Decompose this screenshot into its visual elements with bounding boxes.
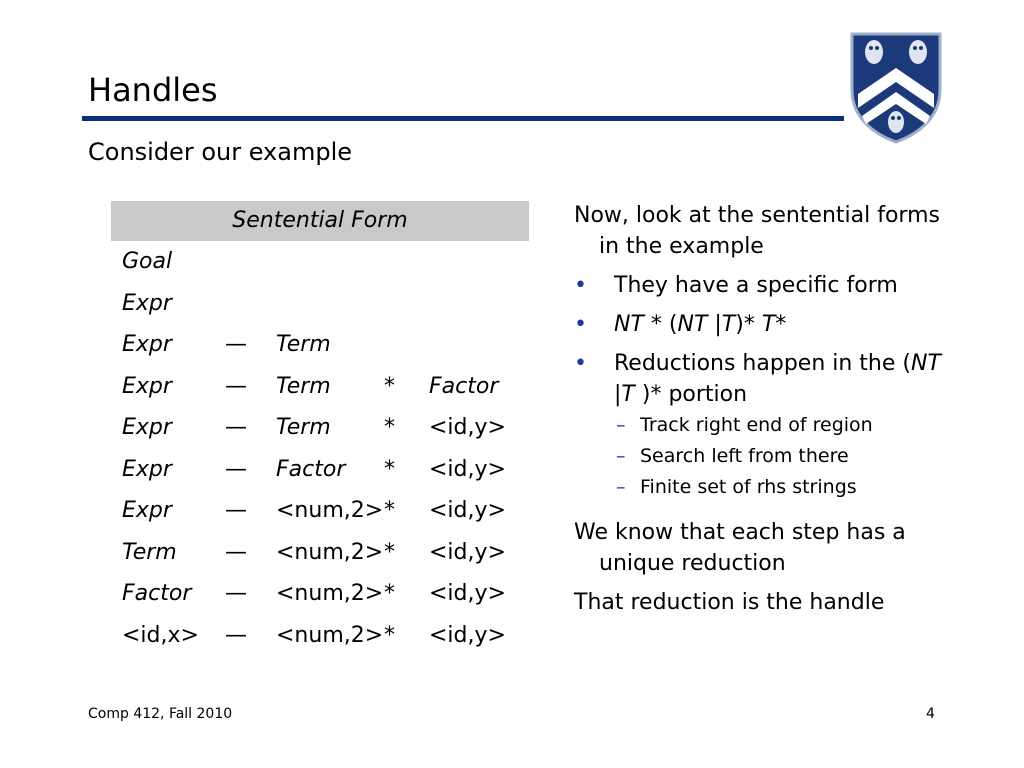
- table-cell: Factor: [429, 373, 499, 399]
- bullet-text: NT: [911, 351, 941, 376]
- table-cell: *: [384, 415, 395, 440]
- table-row: [111, 324, 529, 366]
- table-cell: Expr: [122, 373, 172, 399]
- table-cell: —: [225, 622, 247, 648]
- bullet-item: [574, 270, 954, 301]
- table-row: [111, 490, 529, 532]
- bullet-text: *: [775, 312, 787, 337]
- table-header: Sentential Form: [111, 201, 529, 241]
- table-cell: <id,y>: [429, 581, 506, 606]
- paragraph: We know that each step has a unique reduction: [574, 520, 906, 576]
- table-cell: <id,y>: [429, 456, 506, 482]
- table-cell: *: [384, 581, 395, 606]
- bullet-text: )* portion: [634, 382, 748, 407]
- table-cell: —: [225, 498, 247, 523]
- paragraph: That reduction is the handle: [574, 590, 885, 615]
- bullet-text: NT: [614, 312, 644, 337]
- table-cell: —: [225, 415, 247, 440]
- bullet-text: * (: [643, 312, 678, 337]
- table-cell: Expr: [122, 290, 172, 316]
- table-row: [111, 573, 529, 615]
- footer-course: Comp 412, Fall 2010: [88, 706, 233, 722]
- table-cell: Factor: [122, 581, 192, 606]
- intro-paragraph: Now, look at the sentential forms in the example: [574, 203, 940, 259]
- table-cell: —: [225, 456, 247, 482]
- table-cell: Term: [122, 539, 177, 565]
- table-cell: *: [384, 456, 395, 482]
- bullet-text: |: [614, 382, 622, 407]
- table-cell: Expr: [122, 456, 172, 482]
- rice-university-shield-icon: [846, 28, 946, 146]
- bullet-text: T: [621, 382, 635, 407]
- slide-title: Handles: [88, 71, 218, 109]
- sub-bullet: – Track right end of region: [574, 410, 954, 441]
- table-row: [111, 532, 529, 574]
- table-row: [111, 407, 529, 449]
- table-cell: *: [384, 622, 395, 648]
- bullet-text: T: [761, 312, 776, 337]
- table-cell: —: [225, 332, 247, 357]
- table-cell: <id,y>: [429, 539, 506, 565]
- bullet-text: Reductions happen in the (: [614, 351, 911, 376]
- bullet-item: [574, 309, 954, 340]
- sentential-form-table: [111, 201, 529, 656]
- table-cell: Expr: [122, 498, 172, 523]
- slide-subtitle: Consider our example: [88, 138, 353, 166]
- table-cell: Factor: [276, 456, 346, 482]
- title-underline: [82, 116, 844, 121]
- page-number: 4: [926, 706, 935, 722]
- table-cell: *: [384, 539, 395, 565]
- table-cell: —: [225, 539, 247, 565]
- table-cell: —: [225, 581, 247, 606]
- table-cell: <id,x>: [122, 622, 199, 648]
- table-cell: Term: [276, 332, 331, 357]
- table-cell: <num,2>: [276, 539, 384, 565]
- table-cell: *: [384, 373, 395, 399]
- table-cell: *: [384, 498, 395, 523]
- table-cell: <id,y>: [429, 622, 506, 648]
- sub-bullet: – Search left from there: [574, 441, 954, 472]
- table-row: [111, 615, 529, 657]
- sub-bullet: – Finite set of rhs strings: [574, 472, 954, 503]
- bullet-text: T: [721, 312, 736, 337]
- table-cell: —: [225, 373, 247, 399]
- table-row: [111, 366, 529, 408]
- bullet-item: [574, 348, 954, 410]
- table-cell: <num,2>: [276, 498, 384, 523]
- table-cell: <num,2>: [276, 581, 384, 606]
- bullet-text: NT: [677, 312, 708, 337]
- table-row: [111, 283, 529, 325]
- table-cell: <id,y>: [429, 415, 506, 440]
- table-cell: Expr: [122, 415, 172, 440]
- bullet-text: They have a specific form: [614, 273, 898, 298]
- table-cell: Goal: [122, 249, 173, 274]
- table-cell: Expr: [122, 332, 172, 357]
- table-row: [111, 241, 529, 283]
- table-row: [111, 449, 529, 491]
- bullet-text: |: [707, 312, 722, 337]
- table-cell: <num,2>: [276, 622, 384, 648]
- explanation-text: [574, 200, 954, 618]
- table-cell: Term: [276, 373, 331, 399]
- table-cell: Term: [276, 415, 331, 440]
- bullet-text: )*: [735, 312, 762, 337]
- table-cell: <id,y>: [429, 498, 506, 523]
